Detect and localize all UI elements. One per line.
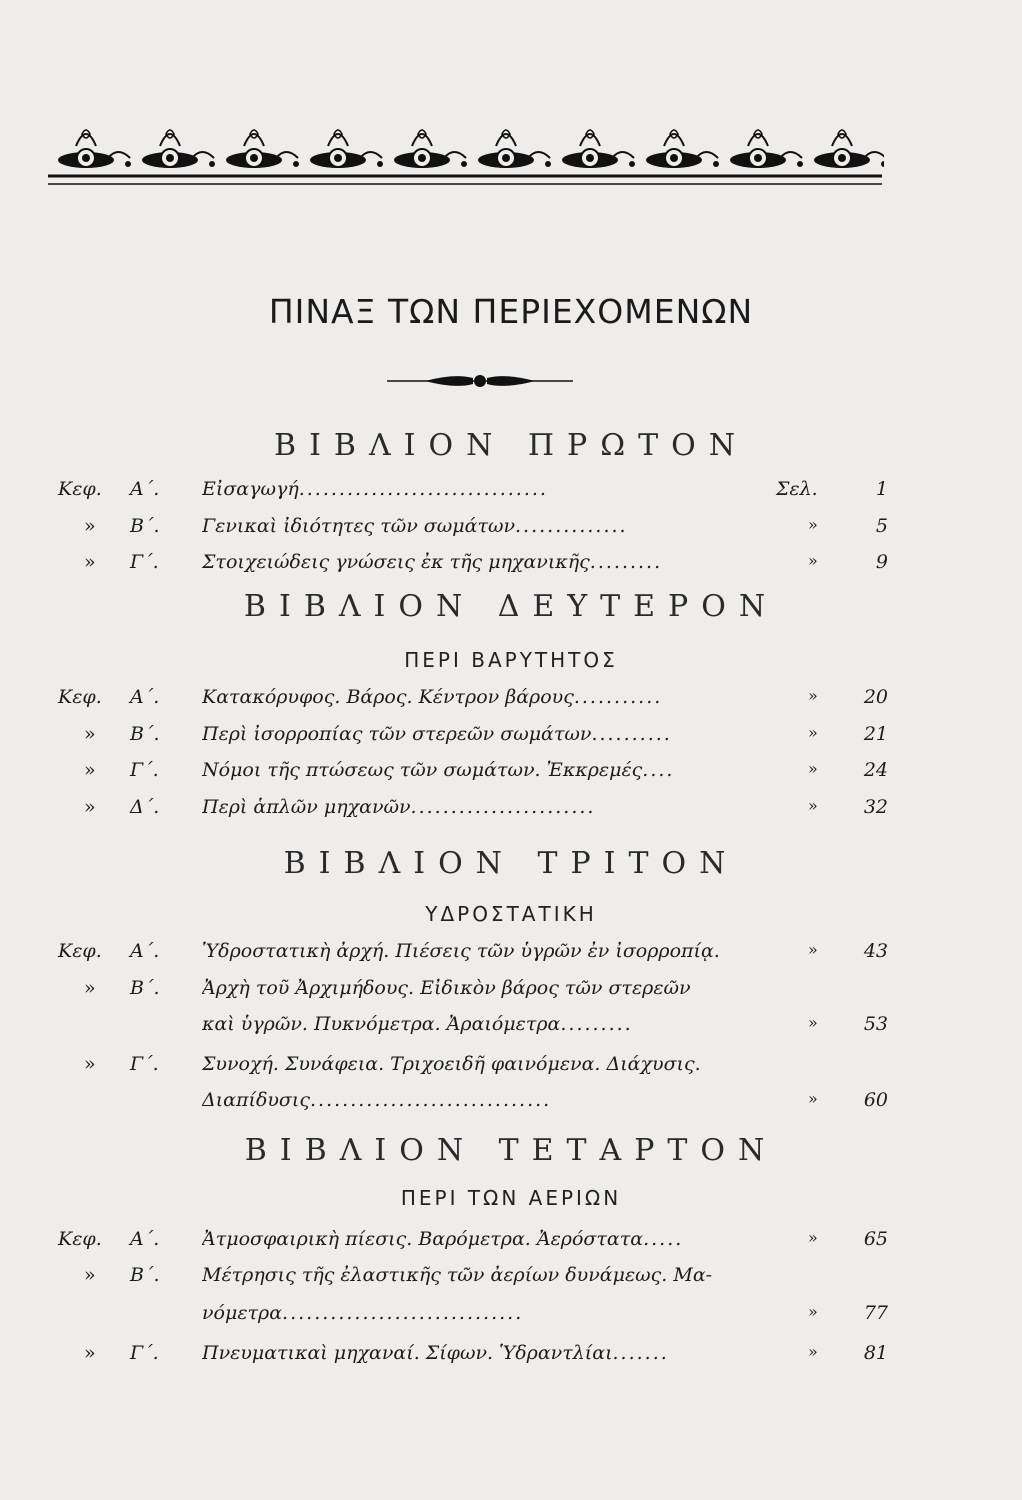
leader-dots: .............................. bbox=[310, 1089, 552, 1111]
page-number: 5 bbox=[875, 515, 888, 537]
book-subtitle: ΠΕΡΙ ΤΩΝ ΑΕΡΙΩΝ bbox=[400, 1186, 622, 1210]
chapter-title-text: Γενικαὶ ἰδιότητες τῶν σωμάτων bbox=[202, 515, 516, 537]
leader-dots: ..... bbox=[643, 1228, 684, 1250]
ditto-mark: » bbox=[84, 515, 96, 537]
page-column-mark: » bbox=[808, 796, 818, 815]
chapter-number: Α΄. bbox=[130, 478, 160, 500]
toc-row bbox=[0, 686, 1022, 716]
ornament-motif bbox=[310, 130, 383, 168]
chapter-number: Α΄. bbox=[130, 686, 160, 708]
chapter-title bbox=[202, 1264, 762, 1286]
ornament-motif bbox=[814, 130, 884, 168]
page-column-mark: » bbox=[808, 1342, 818, 1361]
title-divider bbox=[385, 370, 575, 392]
page-number: 1 bbox=[875, 478, 888, 500]
ditto-mark: » bbox=[84, 551, 96, 573]
leader-dots: .......... bbox=[591, 723, 672, 745]
page-number: 24 bbox=[863, 759, 888, 781]
chapter-title-text: Περὶ ἰσορροπίας τῶν στερεῶν σωμάτων bbox=[202, 723, 592, 745]
chapter-number: Β΄. bbox=[130, 1264, 160, 1286]
chapter-title bbox=[202, 1302, 762, 1324]
book-heading: ΒΙΒΛΙΟΝ ΤΕΤΑΡΤΟΝ bbox=[244, 1133, 778, 1168]
page-number: 9 bbox=[875, 551, 888, 573]
chapter-title bbox=[202, 515, 762, 537]
ornament-motif bbox=[142, 130, 215, 168]
chapter-title-text: Περὶ ἁπλῶν μηχανῶν bbox=[202, 796, 411, 818]
page-number: 20 bbox=[863, 686, 888, 708]
ornament-motif bbox=[646, 130, 719, 168]
toc-row bbox=[0, 759, 1022, 789]
ditto-mark: » bbox=[84, 1053, 96, 1075]
page-column-mark: » bbox=[808, 1228, 818, 1247]
toc-row bbox=[0, 515, 1022, 545]
chapter-title-text: Μέτρησις τῆς ἐλαστικῆς τῶν ἀερίων δυνάμεως. Μα- bbox=[202, 1264, 713, 1286]
leader-dots: .............. bbox=[515, 515, 628, 537]
chapter-number: Α΄. bbox=[130, 940, 160, 962]
leader-dots: .............................. bbox=[282, 1302, 524, 1324]
chapter-title-text: Διαπίδυσις bbox=[202, 1089, 310, 1111]
toc-row bbox=[0, 1302, 1022, 1332]
chapter-abbrev: Κεφ. bbox=[58, 1228, 102, 1250]
ditto-mark: » bbox=[84, 1264, 96, 1286]
ornament-motif bbox=[478, 130, 551, 168]
chapter-title bbox=[202, 1013, 762, 1035]
page-column-mark: » bbox=[808, 940, 818, 959]
chapter-title-text: Εἰσαγωγή bbox=[202, 478, 299, 500]
chapter-title bbox=[202, 1228, 762, 1250]
ditto-mark: » bbox=[84, 723, 96, 745]
page-number: 60 bbox=[863, 1089, 888, 1111]
chapter-title-text: Νόμοι τῆς πτώσεως τῶν σωμάτων. Ἐκκρεμές bbox=[202, 759, 643, 781]
chapter-title-text: καὶ ὑγρῶν. Πυκνόμετρα. Ἀραιόμετρα bbox=[202, 1013, 561, 1035]
chapter-title bbox=[202, 796, 762, 818]
ditto-mark: » bbox=[84, 1342, 96, 1364]
chapter-number: Γ΄. bbox=[130, 759, 159, 781]
page-column-mark: » bbox=[808, 1013, 818, 1032]
ornament-motif bbox=[730, 130, 803, 168]
ornamental-border bbox=[46, 118, 884, 190]
book-heading: ΒΙΒΛΙΟΝ ΠΡΩΤΟΝ bbox=[274, 428, 748, 463]
leader-dots: ......... bbox=[560, 1013, 633, 1035]
chapter-title bbox=[202, 1089, 762, 1111]
chapter-title bbox=[202, 551, 762, 573]
toc-row bbox=[0, 551, 1022, 581]
page-column-mark: Σελ. bbox=[776, 478, 818, 500]
chapter-number: Γ΄. bbox=[130, 1053, 159, 1075]
toc-row bbox=[0, 1264, 1022, 1294]
chapter-number: Γ΄. bbox=[130, 1342, 159, 1364]
leader-dots: ....... bbox=[612, 1342, 669, 1364]
page-column-mark: » bbox=[808, 759, 818, 778]
page-number: 65 bbox=[863, 1228, 888, 1250]
toc-row bbox=[0, 1342, 1022, 1372]
chapter-title bbox=[202, 478, 762, 500]
chapter-number: Β΄. bbox=[130, 515, 160, 537]
toc-row bbox=[0, 723, 1022, 753]
page-title: ΠΙΝΑΞ ΤΩΝ ΠΕΡΙΕΧΟΜΕΝΩΝ bbox=[268, 292, 754, 331]
chapter-title bbox=[202, 977, 762, 999]
chapter-number: Β΄. bbox=[130, 723, 160, 745]
page-number: 77 bbox=[863, 1302, 888, 1324]
ornament-motif bbox=[226, 130, 299, 168]
leader-dots: .... bbox=[642, 759, 675, 781]
book-heading: ΒΙΒΛΙΟΝ ΔΕΥΤΕΡΟΝ bbox=[243, 589, 779, 624]
chapter-title-text: Ἀτμοσφαιρικὴ πίεσις. Βαρόμετρα. Ἀερόστατα bbox=[202, 1228, 644, 1250]
page-column-mark: » bbox=[808, 515, 818, 534]
chapter-title-text: Ἀρχὴ τοῦ Ἀρχιμήδους. Εἰδικὸν βάρος τῶν στερεῶν bbox=[202, 977, 691, 999]
page-number: 21 bbox=[863, 723, 888, 745]
leader-dots: ....................... bbox=[410, 796, 596, 818]
chapter-title bbox=[202, 759, 762, 781]
chapter-abbrev: Κεφ. bbox=[58, 940, 102, 962]
page-column-mark: » bbox=[808, 686, 818, 705]
page-number: 53 bbox=[863, 1013, 888, 1035]
page-column-mark: » bbox=[808, 551, 818, 570]
ornament-motif bbox=[394, 130, 467, 168]
toc-row bbox=[0, 1228, 1022, 1258]
book-subtitle: ΠΕΡΙ ΒΑΡΥΤΗΤΟΣ bbox=[404, 648, 618, 672]
chapter-title bbox=[202, 1342, 762, 1364]
toc-row bbox=[0, 1089, 1022, 1119]
leader-dots: ......... bbox=[589, 551, 663, 573]
book-heading: ΒΙΒΛΙΟΝ ΤΡΙΤΟΝ bbox=[283, 846, 739, 881]
chapter-number: Α΄. bbox=[130, 1228, 160, 1250]
chapter-title bbox=[202, 940, 762, 962]
chapter-title-text: Ὑδροστατικὴ ἀρχή. Πιέσεις τῶν ὑγρῶν ἐν ἰσορροπίᾳ. bbox=[202, 940, 720, 962]
chapter-abbrev: Κεφ. bbox=[58, 478, 102, 500]
page-column-mark: » bbox=[808, 1089, 818, 1108]
book-subtitle: ΥΔΡΟΣΤΑΤΙΚΗ bbox=[425, 902, 597, 926]
chapter-number: Γ΄. bbox=[130, 551, 159, 573]
toc-row bbox=[0, 1013, 1022, 1043]
leader-dots: ........... bbox=[573, 686, 663, 708]
chapter-title-text: νόμετρα bbox=[202, 1302, 283, 1324]
ornament-motif bbox=[58, 130, 131, 168]
ditto-mark: » bbox=[84, 977, 96, 999]
ornament-motif bbox=[562, 130, 635, 168]
toc-row bbox=[0, 977, 1022, 1007]
chapter-title bbox=[202, 1053, 762, 1075]
chapter-title-text: Πνευματικαὶ μηχαναί. Σίφων. Ὑδραντλίαι bbox=[202, 1342, 613, 1364]
toc-row bbox=[0, 1053, 1022, 1083]
chapter-title-text: Συνοχή. Συνάφεια. Τριχοειδῆ φαινόμενα. Διάχυσις. bbox=[202, 1053, 701, 1075]
ditto-mark: » bbox=[84, 759, 96, 781]
toc-row bbox=[0, 796, 1022, 826]
chapter-title bbox=[202, 686, 762, 708]
page-number: 43 bbox=[863, 940, 888, 962]
page-column-mark: » bbox=[808, 723, 818, 742]
toc-row bbox=[0, 478, 1022, 508]
ditto-mark: » bbox=[84, 796, 96, 818]
page-column-mark: » bbox=[808, 1302, 818, 1321]
chapter-number: Β΄. bbox=[130, 977, 160, 999]
chapter-title-text: Στοιχειώδεις γνώσεις ἐκ τῆς μηχανικῆς bbox=[202, 551, 590, 573]
chapter-title-text: Κατακόρυφος. Βάρος. Κέντρον βάρους bbox=[202, 686, 574, 708]
chapter-title bbox=[202, 723, 762, 745]
chapter-abbrev: Κεφ. bbox=[58, 686, 102, 708]
leader-dots: ............................... bbox=[298, 478, 548, 500]
page-number: 32 bbox=[863, 796, 888, 818]
chapter-number: Δ΄. bbox=[130, 796, 160, 818]
page-number: 81 bbox=[863, 1342, 888, 1364]
toc-row bbox=[0, 940, 1022, 970]
